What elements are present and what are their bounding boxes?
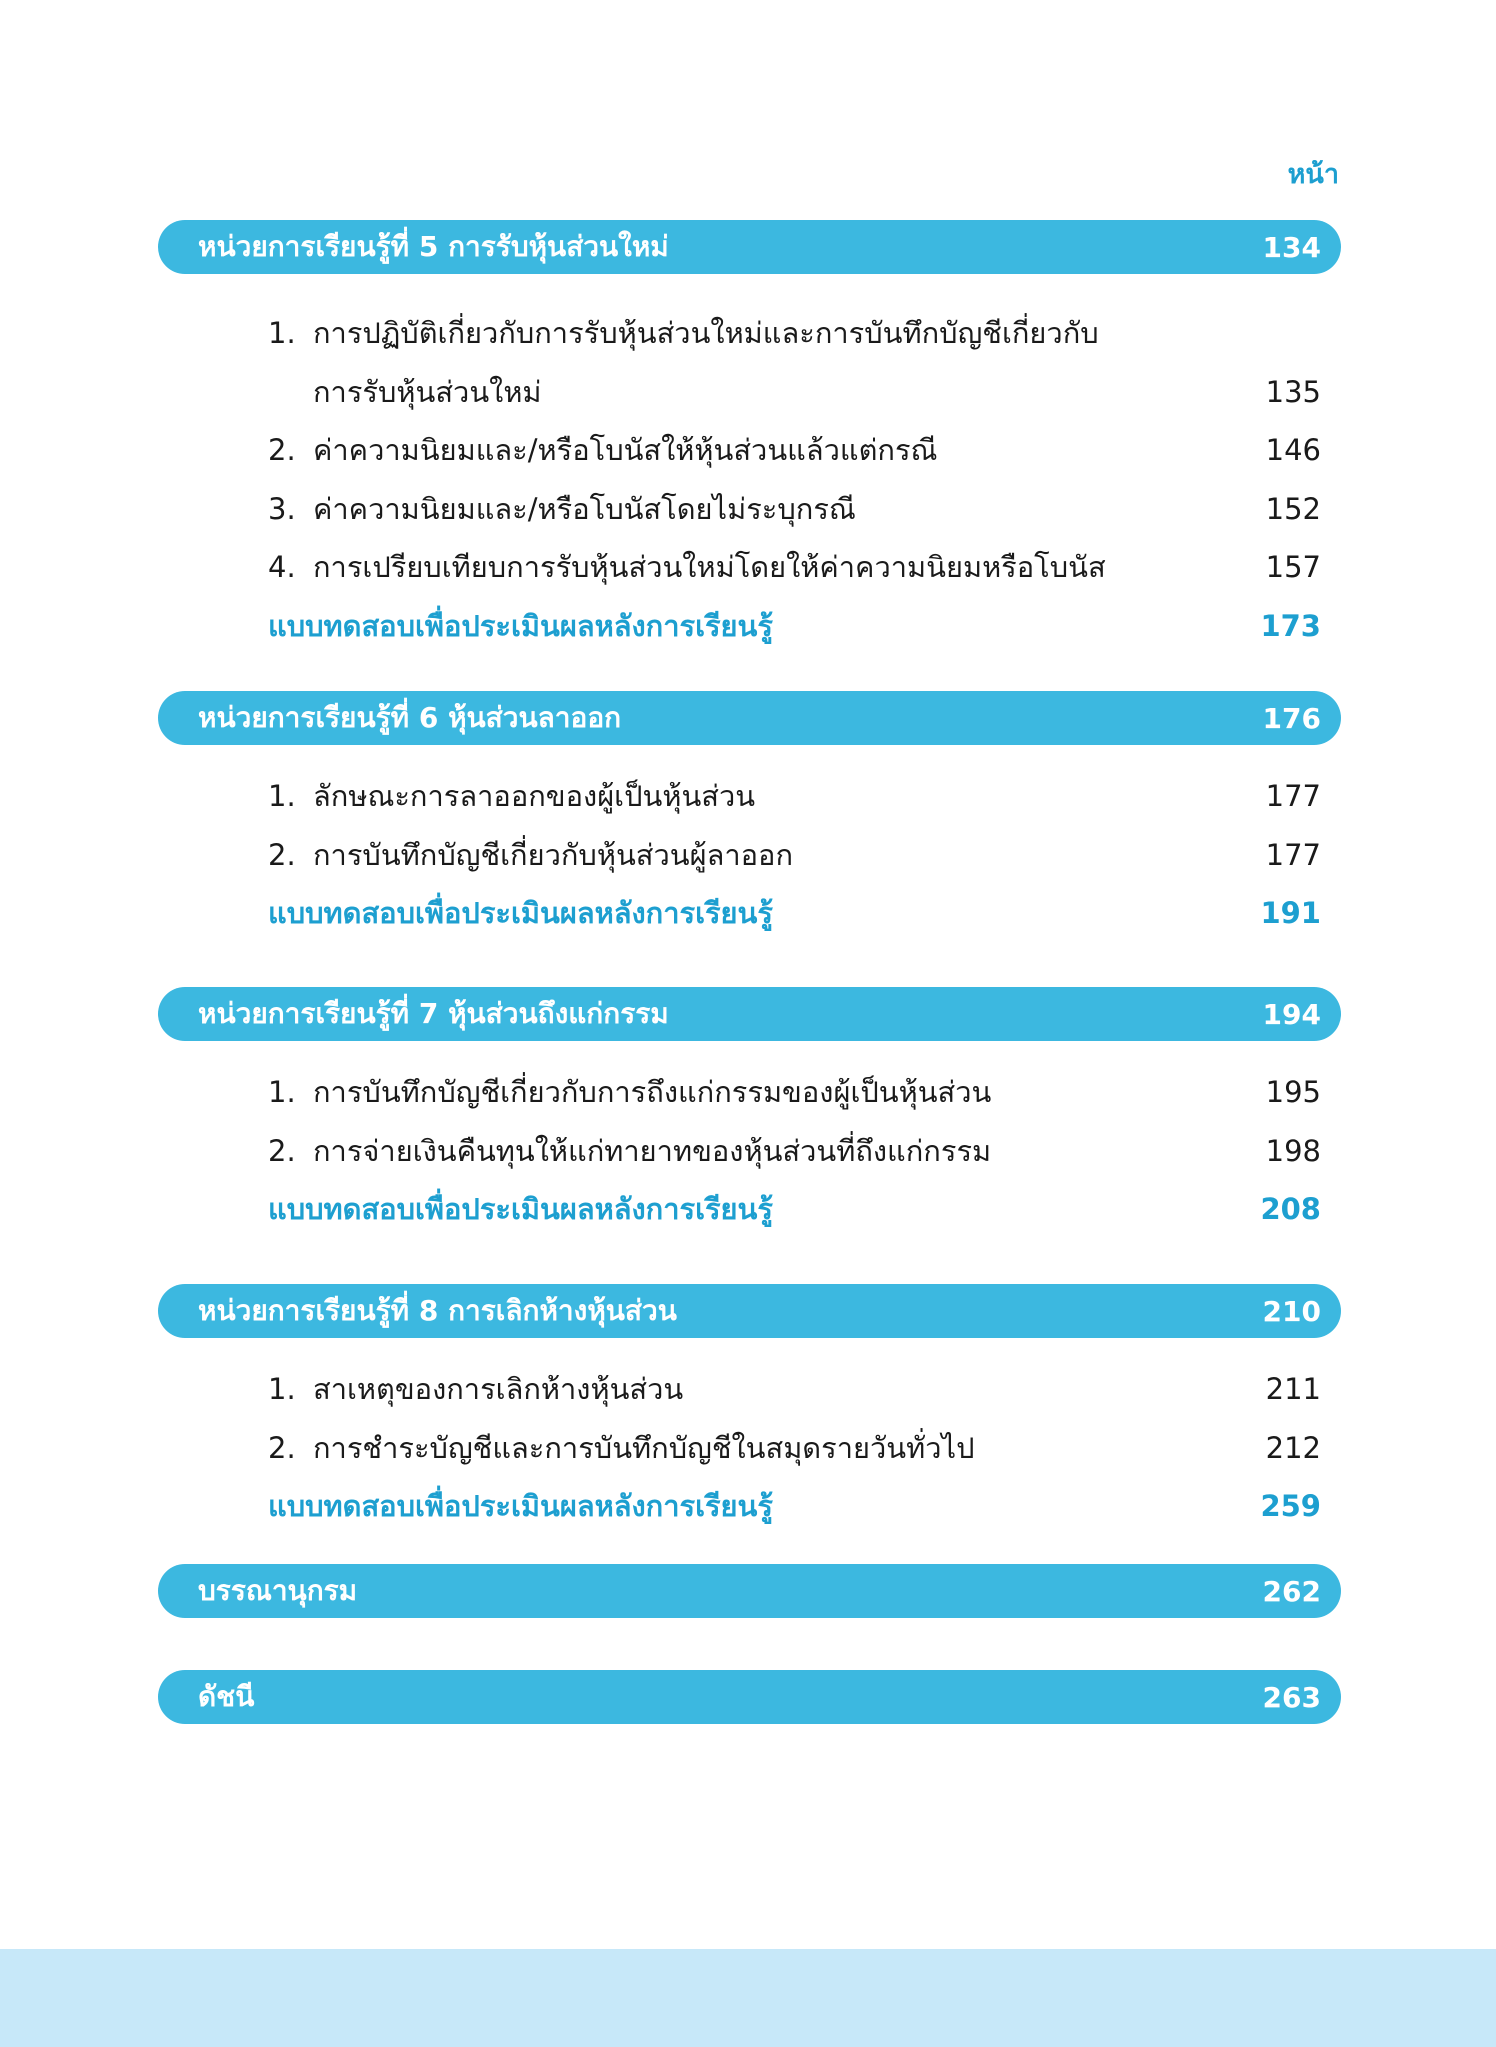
entry-number: 2. [268, 837, 296, 872]
entry-page: 146 [1265, 433, 1321, 467]
unit-7-section [158, 987, 1341, 1239]
unit-page: 134 [1262, 230, 1321, 264]
toc-entry[interactable] [158, 480, 1341, 539]
footer-band [0, 1949, 1496, 2047]
unit-5-section [158, 220, 1341, 655]
unit-page: 176 [1262, 701, 1321, 735]
evaluation-entry[interactable] [158, 597, 1341, 656]
toc-entry[interactable] [158, 1063, 1341, 1122]
unit-title: หน่วยการเรียนรู้ที่ 6 หุ้นส่วนลาออก [198, 701, 622, 734]
toc-entry[interactable] [158, 826, 1341, 885]
entry-page: 212 [1265, 1430, 1321, 1465]
unit-8-section [158, 1284, 1341, 1536]
unit-title: หน่วยการเรียนรู้ที่ 7 หุ้นส่วนถึงแก่กรรม [198, 997, 669, 1030]
evaluation-page: 191 [1260, 896, 1321, 930]
unit-6-section [158, 691, 1341, 943]
entry-title: การจ่ายเงินคืนทุนให้แก่ทายาทของหุ้นส่วนที่ถึงแก่กรรม [313, 1133, 992, 1168]
index-section [158, 1670, 1341, 1724]
entry-title-line-2: การรับหุ้นส่วนใหม่ [313, 374, 542, 409]
entry-page: 195 [1265, 1075, 1321, 1109]
evaluation-title: แบบทดสอบเพื่อประเมินผลหลังการเรียนรู้ [268, 608, 773, 643]
evaluation-title: แบบทดสอบเพื่อประเมินผลหลังการเรียนรู้ [268, 1192, 773, 1226]
entry-number: 1. [268, 316, 296, 350]
entry-number: 1. [268, 1075, 296, 1109]
entry-number: 3. [268, 491, 296, 526]
entry-title: ค่าความนิยมและ/หรือโบนัสให้หุ้นส่วนแล้วแต่กรณี [313, 433, 938, 467]
index-page: 263 [1262, 1680, 1321, 1714]
entry-title: ค่าความนิยมและ/หรือโบนัสโดยไม่ระบุกรณี [313, 491, 856, 526]
index-header[interactable] [158, 1670, 1341, 1724]
toc-entry[interactable] [158, 304, 1341, 421]
entry-title: การบันทึกบัญชีเกี่ยวกับการถึงแก่กรรมของผู้เป็นหุ้นส่วน [313, 1075, 992, 1109]
evaluation-title: แบบทดสอบเพื่อประเมินผลหลังการเรียนรู้ [268, 1489, 773, 1523]
entry-title [313, 304, 1251, 421]
evaluation-entry[interactable] [158, 1477, 1341, 1536]
entry-page: 177 [1265, 837, 1321, 872]
entry-page: 135 [1265, 374, 1321, 409]
index-title: ดัชนี [198, 1680, 255, 1713]
entry-title: การบันทึกบัญชีเกี่ยวกับหุ้นส่วนผู้ลาออก [313, 837, 794, 872]
entry-page: 157 [1265, 550, 1321, 584]
bibliography-header[interactable] [158, 1564, 1341, 1618]
toc-entry[interactable] [158, 421, 1341, 480]
evaluation-page: 259 [1260, 1489, 1321, 1523]
entry-number: 1. [268, 1372, 296, 1406]
unit-8-header[interactable] [158, 1284, 1341, 1338]
bibliography-page: 262 [1262, 1574, 1321, 1608]
toc-entry[interactable] [158, 1122, 1341, 1181]
unit-page: 194 [1262, 997, 1321, 1031]
evaluation-page: 173 [1260, 608, 1321, 643]
entry-title: ลักษณะการลาออกของผู้เป็นหุ้นส่วน [313, 779, 756, 813]
entry-title: การเปรียบเทียบการรับหุ้นส่วนใหม่โดยให้ค่าความนิยมหรือโบนัส [313, 550, 1106, 584]
entry-number: 2. [268, 433, 296, 467]
unit-5-header[interactable] [158, 220, 1341, 274]
unit-title: หน่วยการเรียนรู้ที่ 8 การเลิกห้างหุ้นส่วน [198, 1294, 677, 1327]
unit-6-header[interactable] [158, 691, 1341, 745]
entry-title: สาเหตุของการเลิกห้างหุ้นส่วน [313, 1372, 684, 1406]
bibliography-section [158, 1564, 1341, 1618]
entry-number: 2. [268, 1133, 296, 1168]
evaluation-title: แบบทดสอบเพื่อประเมินผลหลังการเรียนรู้ [268, 896, 773, 930]
toc-entry[interactable] [158, 767, 1341, 826]
toc-entry[interactable] [158, 1419, 1341, 1478]
toc-entry[interactable] [158, 1360, 1341, 1419]
entry-number: 1. [268, 779, 296, 813]
evaluation-entry[interactable] [158, 1180, 1341, 1239]
entry-page: 211 [1265, 1372, 1321, 1406]
page-column-label: หน้า [1287, 159, 1339, 190]
bibliography-title: บรรณานุกรม [198, 1574, 358, 1607]
entry-page: 152 [1265, 491, 1321, 526]
entry-number: 4. [268, 550, 296, 584]
entry-page: 198 [1265, 1133, 1321, 1168]
entry-number: 2. [268, 1430, 296, 1465]
unit-7-header[interactable] [158, 987, 1341, 1041]
unit-page: 210 [1262, 1294, 1321, 1328]
evaluation-entry[interactable] [158, 884, 1341, 943]
entry-title: การชำระบัญชีและการบันทึกบัญชีในสมุดรายวันทั่วไป [313, 1430, 975, 1465]
toc-entry[interactable] [158, 538, 1341, 597]
entry-title-line-1: การปฏิบัติเกี่ยวกับการรับหุ้นส่วนใหม่และการบันทึกบัญชีเกี่ยวกับ [313, 316, 1099, 350]
evaluation-page: 208 [1260, 1192, 1321, 1226]
entry-page: 177 [1265, 779, 1321, 813]
unit-title: หน่วยการเรียนรู้ที่ 5 การรับหุ้นส่วนใหม่ [198, 230, 669, 263]
